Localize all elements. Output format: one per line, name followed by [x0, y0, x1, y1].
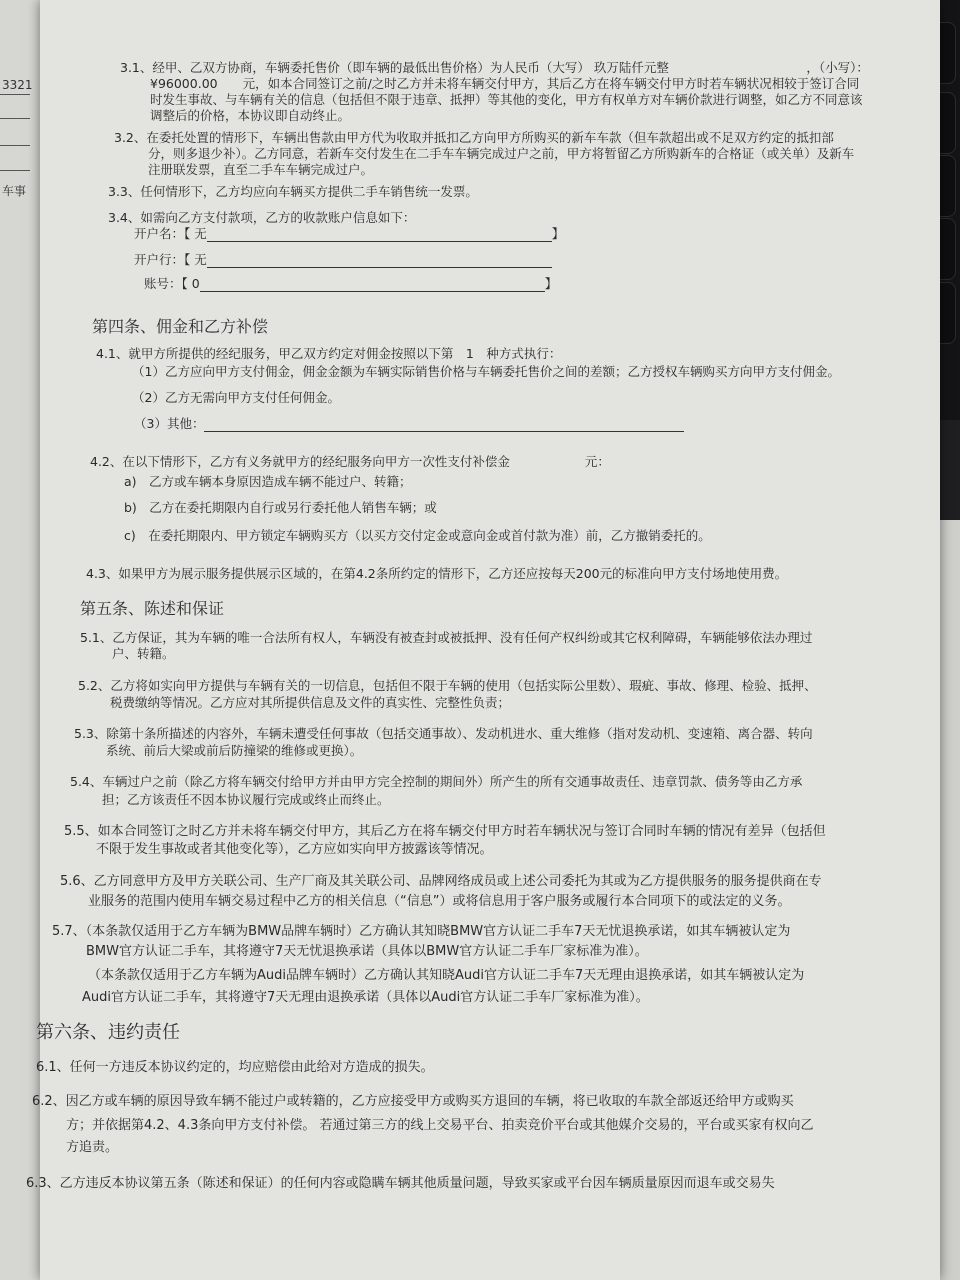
clause-6-2-line3: 方追责。 [66, 1140, 119, 1155]
account-name-label: 开户名：【 无 [134, 226, 207, 241]
option3-label: （3）其他： [134, 416, 205, 431]
clause-5-2-line1: 5.2、乙方将如实向甲方提供与车辆有关的一切信息，包括但不限于车辆的使用（包括实际公里数）、瑕疵、事故、修理、检验、抵押、 [78, 678, 817, 693]
clause-5-6-line2: 业服务的范围内使用车辆交易过程中乙方的相关信息（“信息”）或将信息用于客户服务或履行本合同项下的或法定的义务。 [88, 894, 791, 909]
article-6-heading: 第六条、违约责任 [36, 1022, 180, 1043]
clause-3-2-line2: 分，则多退少补）。乙方同意，若新车交付发生在二手车车辆完成过户之前，甲方将暂留乙方所购新车的合格证（或关单）及新车 [148, 146, 855, 161]
clause-5-6-line1: 5.6、乙方同意甲方及甲方关联公司、生产厂商及其关联公司、品牌网络成员或上述公司委托为其或为乙方提供服务的服务提供商在专 [60, 874, 822, 889]
account-bank-underline [207, 252, 552, 268]
article-4-heading: 第四条、佣金和乙方补偿 [92, 317, 269, 336]
clause-3-1-line2: ¥96000.00 元，如本合同签订之前/之时乙方并未将车辆交付甲方，其后乙方在将车辆交付甲方时若车辆状况相较于签订合同 [150, 76, 860, 91]
left-fragment-number: 3321 [2, 78, 33, 92]
clause-4-2: 4.2、在以下情形下，乙方有义务就甲方的经纪服务向甲方一次性支付补偿金 元： [90, 454, 610, 469]
clause-6-3: 6.3、乙方违反本协议第五条（陈述和保证）的任何内容或隐瞒车辆其他质量问题，导致买家或平台因车辆质量原因而退车或交易失 [26, 1176, 775, 1191]
left-fragment-text: 车事 [2, 184, 27, 198]
clause-5-7-line2: BMW官方认证二手车，其将遵守7天无忧退换承诺（具体以BMW官方认证二手车厂家标准为准）。 [86, 944, 648, 959]
clause-4-3: 4.3、如果甲方为展示服务提供展示区域的，在第4.2条所约定的情形下，乙方还应按每天200元的标准向甲方支付场地使用费。 [86, 566, 788, 581]
left-rule [0, 170, 30, 171]
clause-5-3-line2: 系统、前后大梁或前后防撞梁的维修或更换）。 [106, 743, 363, 758]
clause-3-2-line1: 3.2、在委托处置的情形下，车辆出售款由甲方代为收取并抵扣乙方向甲方所购买的新车车款（但车款超出或不足双方约定的抵扣部 [114, 130, 834, 145]
clause-4-1-option3 [134, 414, 900, 432]
clause-5-1-line1: 5.1、乙方保证，其为车辆的唯一合法所有权人，车辆没有被查封或被抵押、没有任何产权纠纷或其它权利障碍，车辆能够依法办理过 [80, 630, 813, 645]
clause-3-4: 3.4、如需向乙方支付款项，乙方的收款账户信息如下： [108, 210, 416, 225]
left-rule [0, 145, 30, 146]
clause-5-1-line2: 户、转籍。 [112, 646, 175, 661]
clause-5-7-line4: Audi官方认证二手车，其将遵守7天无理由退换承诺（具体以Audi官方认证二手车厂家标准为准）。 [82, 990, 649, 1005]
clause-5-5-line2: 不限于发生事故或者其他变化等），乙方应如实向甲方披露该等情况。 [96, 842, 493, 857]
clause-3-2-line3: 注册联发票，直至二手车车辆完成过户。 [148, 162, 374, 177]
clause-5-4-line1: 5.4、车辆过户之前（除乙方将车辆交付给甲方并由甲方完全控制的期间外）所产生的所有交通事故责任、违章罚款、债务等由乙方承 [70, 774, 803, 789]
clause-5-4-line2: 担；乙方该责任不因本协议履行完成或终止而终止。 [102, 792, 390, 807]
clause-3-3: 3.3、任何情形下，乙方均应向车辆买方提供二手车销售统一发票。 [108, 184, 478, 199]
clause-4-1-option2: （2）乙方无需向甲方支付任何佣金。 [132, 390, 340, 405]
clause-6-2-line2: 方；并依据第4.2、4.3条向甲方支付补偿。 若通过第三方的线上交易平台、拍卖竞价平台或其他媒介交易的，平台或买家有权向乙 [66, 1118, 814, 1133]
clause-5-7-line3: （本条款仅适用于乙方车辆为Audi品牌车辆时）乙方确认其知晓Audi官方认证二手车7天无理由退换承诺，如其车辆被认定为 [88, 968, 805, 983]
account-number-row [144, 274, 900, 292]
clause-5-2-line2: 税费缴纳等情况。乙方应对其所提供信息及文件的真实性、完整性负责； [110, 695, 511, 710]
clause-4-1-option1: （1）乙方应向甲方支付佣金，佣金金额为车辆实际销售价格与车辆委托售价之间的差额；乙方授权车辆购买方向甲方支付佣金。 [132, 364, 840, 379]
account-bank-row [134, 250, 900, 268]
bracket-close: 】 [544, 276, 558, 291]
clause-6-1: 6.1、任何一方违反本协议约定的，均应赔偿由此给对方造成的损失。 [36, 1060, 434, 1075]
account-number-label: 账号：【 0 [144, 276, 200, 291]
clause-5-3-line1: 5.3、除第十条所描述的内容外，车辆未遭受任何事故（包括交通事故）、发动机进水、重大维修（指对发动机、变速箱、离合器、转向 [74, 726, 813, 741]
account-bank-label: 开户行：【 无 [134, 252, 207, 267]
bracket-close: 】 [551, 226, 565, 241]
option3-underline [204, 416, 684, 432]
account-name-row [134, 224, 900, 242]
clause-6-2-line1: 6.2、因乙方或车辆的原因导致车辆不能过户或转籍的，乙方应接受甲方或购买方退回的车辆，将已收取的车款全部返还给甲方或购买 [32, 1094, 794, 1109]
clause-4-2-b: b) 乙方在委托期限内自行或另行委托他人销售车辆；或 [124, 500, 437, 515]
contract-page [26, 0, 940, 1280]
clause-3-1-line3: 时发生事故、与车辆有关的信息（包括但不限于违章、抵押）等其他的变化，甲方有权单方对车辆价款进行调整，如乙方不同意该 [150, 92, 863, 107]
article-5-heading: 第五条、陈述和保证 [80, 599, 225, 618]
clause-4-2-c: c) 在委托期限内、甲方锁定车辆购买方（以买方交付定金或意向金或首付款为准）前，乙方撤销委托的。 [124, 528, 711, 543]
clause-3-1-line1: 3.1、经甲、乙双方协商，车辆委托售价（即车辆的最低出售价格）为人民币（大写） 玖万陆仟元整 ，（小写）： [120, 60, 869, 75]
left-rule [0, 118, 30, 119]
account-name-underline [207, 226, 552, 242]
clause-5-5-line1: 5.5、如本合同签订之时乙方并未将车辆交付甲方，其后乙方在将车辆交付甲方时若车辆状况与签订合同时车辆的情况有差异（包括但 [64, 824, 826, 839]
left-rule [0, 94, 30, 95]
account-number-underline [200, 276, 545, 292]
clause-5-7-line1: 5.7、（本条款仅适用于乙方车辆为BMW品牌车辆时）乙方确认其知晓BMW官方认证二手车7天无忧退换承诺，如其车辆被认定为 [52, 924, 791, 939]
clause-4-2-a: a) 乙方或车辆本身原因造成车辆不能过户、转籍； [124, 474, 412, 489]
clause-3-1-line4: 调整后的价格，本协议即自动终止。 [150, 108, 351, 123]
clause-4-1: 4.1、就甲方所提供的经纪服务，甲乙双方约定对佣金按照以下第 1 种方式执行： [96, 346, 562, 361]
